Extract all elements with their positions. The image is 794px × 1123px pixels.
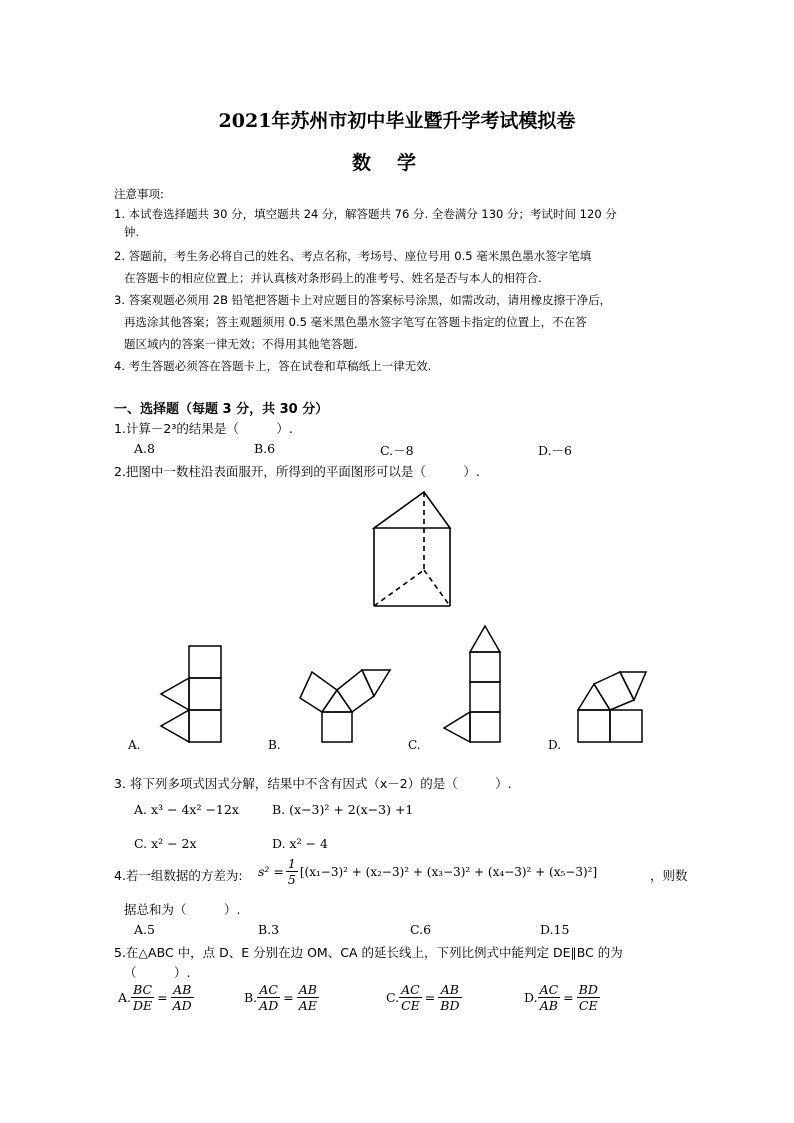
q5-option-a: A. $\frac{BC}{DE}$ = $\frac{AB}{AD}$ (118, 982, 192, 1013)
q4-fraction-denominator: 5 (287, 872, 296, 887)
q4-option-d: D.15 (540, 922, 570, 937)
notes-heading: 注意事项: (114, 187, 164, 201)
note-line-6: 再选涂其他答案；答主观题须用 0.5 毫米黑色墨水签字笔写在答题卡指定的位置上，不在答 (124, 315, 587, 329)
q5-d-d1: AB (539, 998, 558, 1013)
q1-option-b: B.6 (254, 441, 276, 456)
net-label-c: C. (408, 738, 421, 752)
q5-a-n2: AB (171, 982, 194, 998)
exam-subject: 数学 (351, 152, 442, 174)
q4-fraction (286, 856, 298, 887)
q4-stem-line2: 据总和为（ ）. (124, 902, 241, 917)
q4-option-c: C.6 (410, 922, 432, 937)
net-option-c (438, 622, 508, 747)
q5-option-a-label: A. (118, 990, 132, 1005)
note-line-4: 在答题卡的相应位置上；并认真核对条形码上的准考号、姓名是否与本人的相符合. (124, 271, 542, 285)
q5-c-n1: AC (399, 982, 422, 998)
q1-stem: 1.计算－2³的结果是（ ）. (114, 421, 293, 436)
q5-option-d: D. $\frac{AC}{AB}$ = $\frac{BD}{CE}$ (524, 982, 598, 1013)
net-option-a (155, 640, 230, 745)
net-label-a: A. (128, 738, 141, 752)
q5-d-n2: BD (578, 982, 598, 997)
q4-fraction-numerator: 1 (287, 856, 296, 871)
note-line-1: 1. 本试卷选择题共 30 分，填空题共 24 分，解答题共 76 分. 全卷满分 130 分；考试时间 120 分 (114, 207, 617, 221)
q5-c-d2: BD (440, 998, 460, 1013)
prism-figure (360, 490, 470, 610)
section-heading: 一、选择题（每题 3 分，共 30 分） (114, 402, 329, 417)
note-line-2: 钟. (124, 225, 140, 239)
q5-stem-line2: （ ）. (124, 965, 191, 980)
q3-option-c: C. x² − 2x (134, 836, 197, 851)
net-option-b (290, 660, 400, 750)
q5-a-d1: DE (133, 998, 153, 1013)
q4-formula (258, 856, 597, 887)
note-line-8: 4. 考生答题必须答在答题卡上，答在试卷和草稿纸上一律无效. (114, 359, 432, 373)
q5-b-n1: AC (257, 982, 280, 998)
q5-option-c-label: C. (386, 990, 400, 1005)
note-line-5: 3. 答案观题必须用 2B 铅笔把答题卡上对应题目的答案标号涂黑，如需改动，请用橡皮擦干净后， (114, 293, 612, 307)
net-label-d: D. (548, 738, 562, 752)
q4-option-a: A.5 (134, 922, 155, 937)
q5-b-n2: AB (298, 982, 317, 997)
q4-stem-pre: 4.若一组数据的方差为: (114, 868, 243, 883)
q1-option-d: D.－6 (538, 443, 573, 458)
q4-formula-body: [(x₁−3)² + (x₂−3)² + (x₃−3)² + (x₄−3)² + (x₅−3)²] (299, 864, 598, 879)
q1-option-a: A.8 (134, 441, 155, 456)
q3-option-b: B. (x−3)² + 2(x−3) +1 (272, 802, 414, 817)
note-line-3: 2. 答题前，考生务必将自己的姓名、考点名称，考场号、座位号用 0.5 毫米黑色墨水签字笔填 (114, 249, 592, 263)
q5-c-n2: AB (438, 982, 461, 998)
q5-b-d1: AD (259, 998, 279, 1013)
q1-option-c: C.－8 (380, 443, 414, 458)
q5-b-d2: AE (298, 998, 317, 1013)
q5-option-b: B. $\frac{AC}{AD}$ = $\frac{AB}{AE}$ (244, 982, 317, 1013)
q5-a-d2: AD (172, 998, 192, 1013)
net-option-d (574, 648, 649, 748)
q5-a-n1: BC (131, 982, 154, 998)
note-line-7: 题区域内的答案一律无效；不得用其他笔答题. (124, 337, 358, 351)
q4-formula-lhs: s² = (258, 864, 284, 879)
q3-stem: 3. 将下列多项式因式分解，结果中不含有因式（x－2）的是（ ）. (114, 776, 512, 791)
net-label-b: B. (268, 738, 281, 752)
q5-c-d1: CE (401, 998, 420, 1013)
q4-stem-post: ，则数 (650, 868, 688, 883)
q5-d-n1: AC (539, 982, 559, 997)
q2-stem: 2.把图中一数柱沿表面服开，所得到的平面图形可以是（ ）. (114, 464, 480, 479)
q5-stem-line1: 5.在△ABC 中，点 D、E 分别在边 OM、CA 的延长线上，下列比例式中能判定 DE∥BC 的为 (114, 945, 623, 960)
q5-option-c: C. $\frac{AC}{CE}$ = $\frac{AB}{BD}$ (386, 982, 460, 1013)
q3-option-d: D. x² − 4 (272, 836, 328, 851)
q5-d-d2: CE (578, 998, 598, 1013)
q3-option-a: A. x³ − 4x² −12x (134, 802, 239, 817)
q4-option-b: B.3 (258, 922, 280, 937)
q5-option-b-label: B. (244, 990, 258, 1005)
q5-option-d-label: D. (524, 990, 538, 1005)
exam-title: 2021年苏州市初中毕业暨升学考试模拟卷 (218, 110, 576, 132)
